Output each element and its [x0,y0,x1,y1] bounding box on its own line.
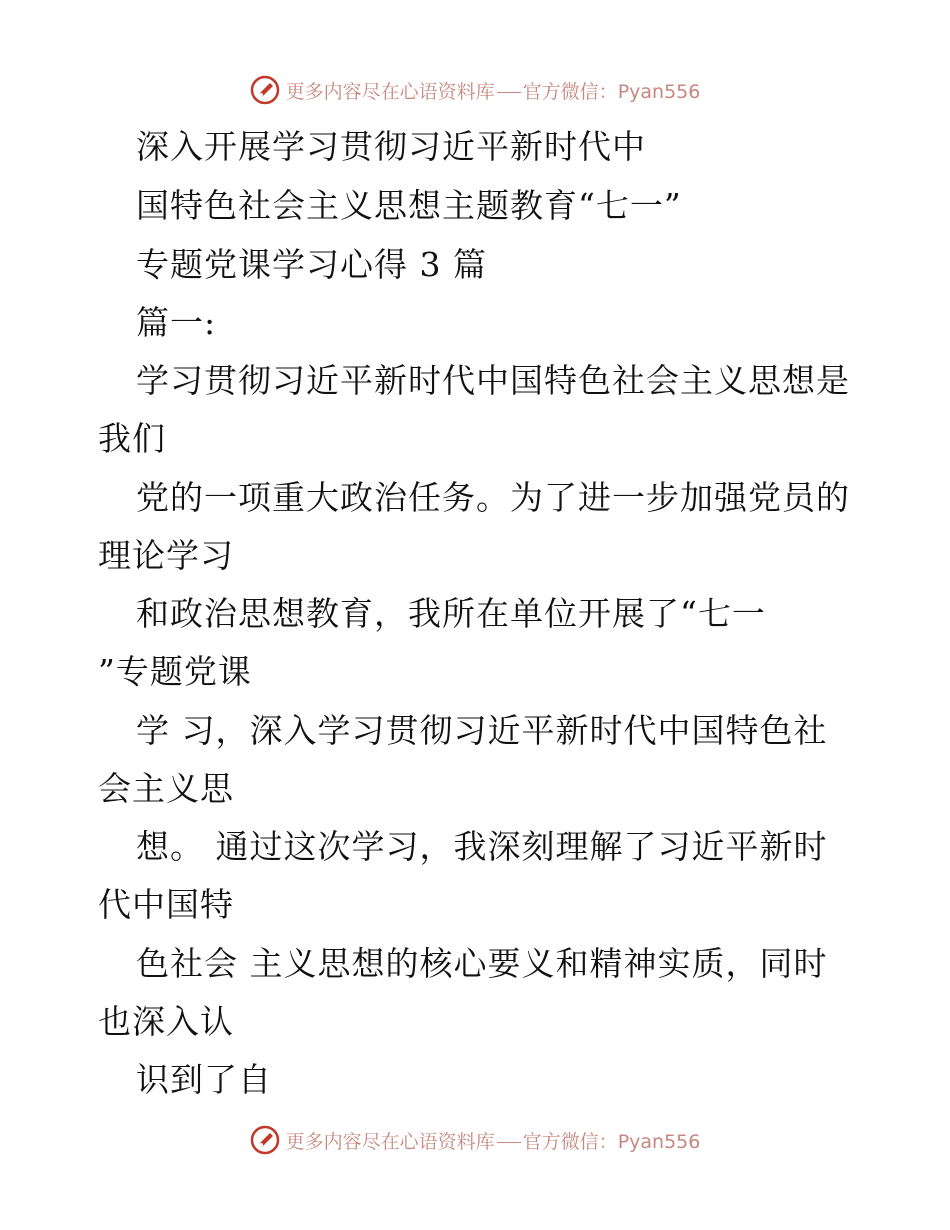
watermark-main-text: 更多内容尽在心语资料库 [285,1130,495,1153]
watermark-banner-bottom [0,1120,950,1160]
watermark-account-label: 官方微信： [522,80,618,103]
watermark-account-label: 官方微信： [522,1130,618,1153]
body-line-1: 学习贯彻习近平新时代中国特色社会主义思想是 [136,361,850,400]
title-line-2: 国特色社会主义思想主题教育“七一” [136,186,682,225]
section-heading: 篇一: [136,303,217,342]
body-line-2: 我们 [98,419,166,458]
body-line-4: 理论学习 [98,536,234,575]
body-line-13: 识到了自 [136,1060,272,1099]
watermark-text [286,77,701,104]
body-line-5: 和政治思想教育，我所在单位开展了“七一 [136,594,766,633]
watermark-account: Pyan556 [617,1130,701,1153]
watermark-account: Pyan556 [617,80,701,103]
body-line-8: 会主义思 [98,769,234,808]
watermark-logo-icon [250,75,280,105]
watermark-main-text: 更多内容尽在心语资料库 [285,80,495,103]
body-line-3: 党的一项重大政治任务。为了进一步加强党员的 [136,478,850,517]
title-line-3: 专题党课学习心得 3 篇 [136,245,487,284]
watermark-text [286,1127,701,1154]
body-line-10: 代中国特 [98,885,234,924]
body-line-12: 也深入认 [98,1002,234,1041]
watermark-dash [497,1142,521,1143]
watermark-banner-top [0,70,950,110]
body-line-7: 学 习，深入学习贯彻习近平新时代中国特色社 [136,711,828,750]
body-line-9: 想。 通过这次学习，我深刻理解了习近平新时 [136,827,828,866]
watermark-logo-icon [250,1125,280,1155]
body-line-11: 色社会 主义思想的核心要义和精神实质，同时 [136,944,828,983]
title-line-1: 深入开展学习贯彻习近平新时代中 [136,127,646,166]
watermark-dash [497,92,521,93]
body-line-6: ”专题党课 [98,652,252,691]
